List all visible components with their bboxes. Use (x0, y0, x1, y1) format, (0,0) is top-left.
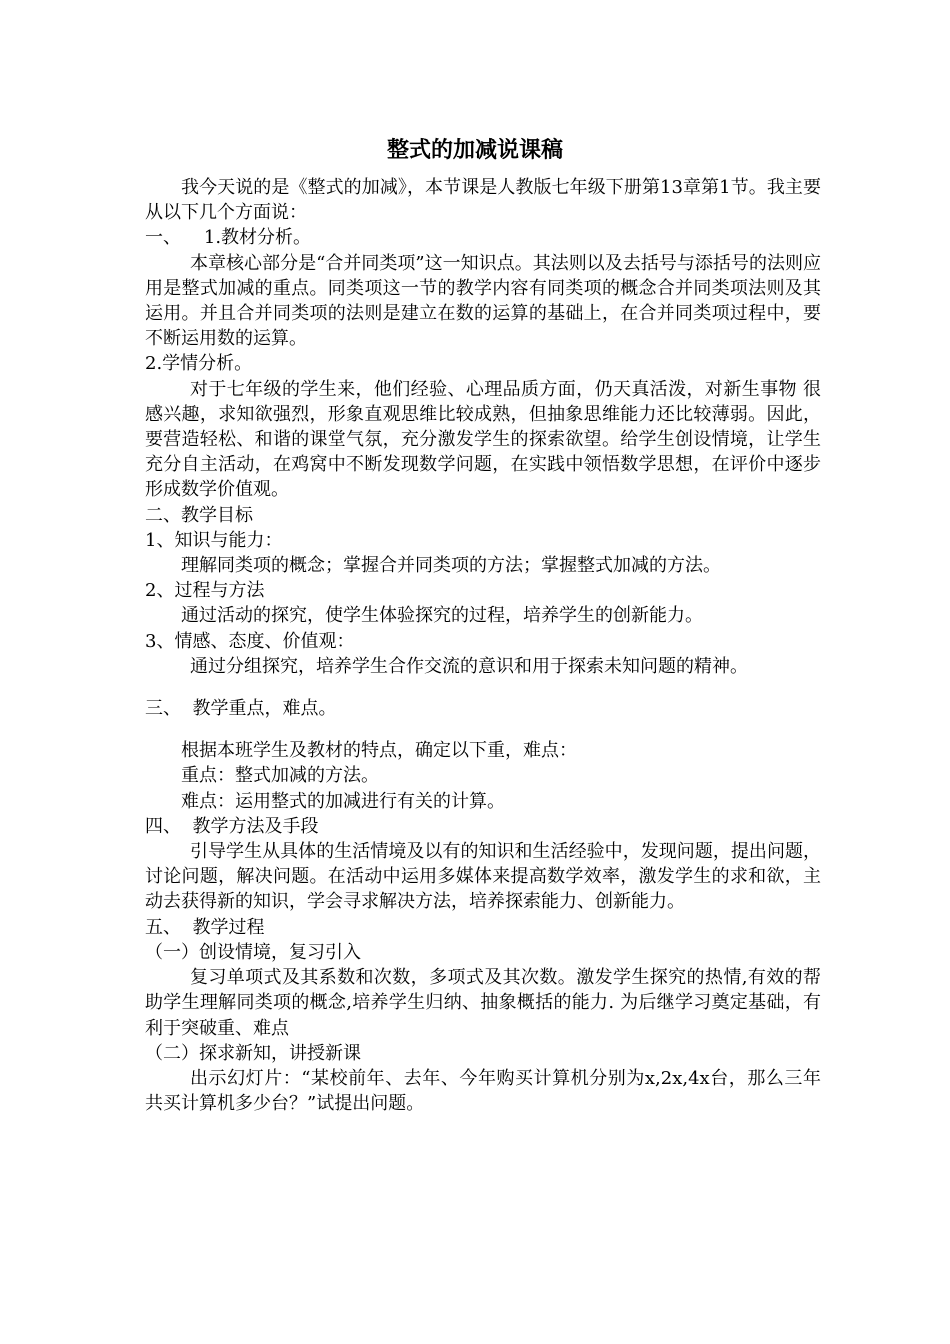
section-heading-5: 五、 教学过程 (145, 916, 265, 938)
paragraph-emotion: 通过分组探究，培养学生合作交流的意识和用于探索未知问题的精神。 (190, 655, 748, 677)
paragraph-step-2: 出示幻灯片：“某校前年、去年、今年购买计算机分别为x,2x,4x台，那么三年共买计算机多少台？”试提出问题。 (145, 1067, 821, 1115)
paragraph-methods: 引导学生从具体的生活情境及以有的知识和生活经验中，发现问题，提出问题，讨论问题，解决问题。在活动中运用多媒体来提高数学效率，激发学生的求和欲，主动去获得新的知识，学会寻求解决方法，培养探索能力、创新能力。 (145, 841, 821, 913)
paragraph-key-points-intro: 根据本班学生及教材的特点，确定以下重，难点： (181, 740, 577, 762)
paragraph-process: 通过活动的探究，使学生体验探究的过程，培养学生的创新能力。 (181, 605, 703, 627)
document-body (145, 175, 821, 1116)
subheading-emotion: 3、情感、态度、价值观： (145, 630, 355, 652)
paragraph-student-analysis: 对于七年级的学生来，他们经验、心理品质方面，仍天真活泼，对新生事物 很感兴趣，求知欲强烈，形象直观思维比较成熟，但抽象思维能力还比较薄弱。因此，要营造轻松、和谐的课堂气氛，充分激发学生的探索欲望。给学生创设情境，让学生充分自主活动，在鸡窝中不断发现数学问题，在实践中领悟数学思想，在评价中逐步形成数学价值观。 (145, 378, 821, 501)
spacer (145, 679, 821, 696)
paragraph-key-point: 重点：整式加减的方法。 (181, 765, 379, 787)
subheading-step-2: （二）探求新知，讲授新课 (145, 1042, 361, 1064)
paragraph-textbook-analysis: 本章核心部分是“合并同类项”这一知识点。其法则以及去括号与添括号的法则应用是整式加减的重点。同类项这一节的教学内容有同类项的概念合并同类项法则及其运用。并且合并同类项的法则是建立在数的运算的基础上，在合并同类项过程中，要不断运用数的运算。 (145, 252, 821, 350)
section-heading-3: 三、 教学重点，难点。 (145, 698, 337, 720)
subheading-student-analysis: 2.学情分析。 (145, 353, 253, 375)
subheading-step-1: （一）创设情境，复习引入 (145, 941, 361, 963)
section-heading-1: 一、 1.教材分析。 (145, 227, 312, 249)
subheading-process: 2、过程与方法 (145, 580, 265, 602)
section-heading-4: 四、 教学方法及手段 (145, 815, 319, 837)
paragraph-difficulty: 难点：运用整式的加减进行有关的计算。 (181, 790, 505, 812)
subheading-knowledge: 1、知识与能力： (145, 529, 283, 551)
document-title: 整式的加减说课稿 (386, 137, 563, 163)
paragraph-knowledge: 理解同类项的概念；掌握合并同类项的方法；掌握整式加减的方法。 (181, 555, 721, 577)
section-heading-2: 二、教学目标 (145, 504, 253, 526)
intro-paragraph: 我今天说的是《整式的加减》，本节课是人教版七年级下册第13章第1节。我主要从以下几个方面说： (145, 177, 821, 224)
spacer (145, 721, 821, 738)
paragraph-step-1: 复习单项式及其系数和次数，多项式及其次数。激发学生探究的热情,有效的帮助学生理解同类项的概念,培养学生归纳、抽象概括的能力. 为后继学习奠定基础，有利于突破重、难点 (145, 967, 821, 1039)
